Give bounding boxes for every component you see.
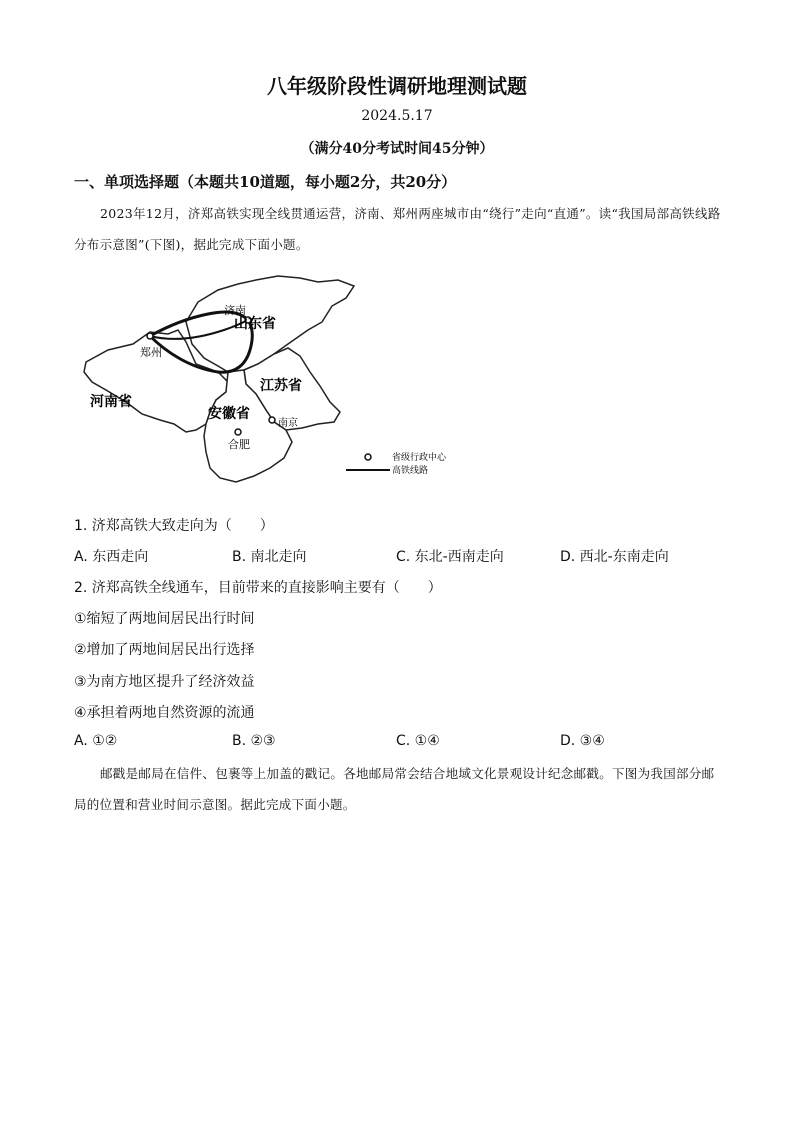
question-2-option-d: D. ③④ (560, 733, 605, 749)
hefei-label: 合肥 (228, 438, 250, 451)
zhengzhou-marker (147, 333, 153, 339)
legend-capital-icon (365, 454, 371, 460)
nanjing-label: 南京 (278, 418, 298, 429)
shandong-label: 山东省 (234, 316, 276, 332)
railway-map (78, 272, 458, 494)
question-2-stem: 2. 济郑高铁全线通车，目前带来的直接影响主要有（ ） (74, 580, 442, 596)
question-2-statement-1: ①缩短了两地间居民出行时间 (74, 611, 255, 627)
anhui-label: 安徽省 (208, 406, 250, 422)
question-2-statement-3: ③为南方地区提升了经济效益 (74, 674, 255, 690)
question-2-option-c: C. ①④ (396, 733, 440, 749)
question-1-option-b: B. 南北走向 (232, 549, 307, 565)
question-1-stem: 1. 济郑高铁大致走向为（ ） (74, 518, 274, 534)
legend-rail-label: 高铁线路 (392, 466, 429, 476)
jinan-label: 济南 (224, 304, 246, 317)
exam-title: 八年级阶段性调研地理测试题 (267, 74, 527, 98)
nanjing-marker (269, 417, 275, 423)
exam-date: 2024.5.17 (361, 108, 433, 124)
zhengzhou-label: 郑州 (140, 346, 162, 359)
section-2-intro: 邮戳是邮局在信件、包裹等上加盖的戳记。各地邮局常会结合地域文化景观设计纪念邮戳。下图为我国部分邮局的位置和营业时间示意图。据此完成下面小题。 (74, 766, 715, 812)
henan-label: 河南省 (90, 394, 132, 410)
question-1-option-a: A. 东西走向 (74, 549, 149, 565)
section-intro: 2023年12月，济郑高铁实现全线贯通运营，济南、郑州两座城市由“绕行”走向“直通”。读“我国局部高铁线路分布示意图”(下图)，据此完成下面小题。 (74, 206, 721, 252)
question-2-statement-4: ④承担着两地自然资源的流通 (74, 705, 255, 721)
hefei-marker (235, 429, 241, 435)
question-2-statement-2: ②增加了两地间居民出行选择 (74, 642, 255, 658)
question-2-option-a: A. ①② (74, 733, 118, 749)
jiangsu-label: 江苏省 (260, 378, 302, 394)
legend-capital-label: 省级行政中心 (392, 453, 447, 463)
exam-note: （满分40分考试时间45分钟） (300, 141, 494, 157)
question-2-option-b: B. ②③ (232, 733, 276, 749)
question-1-option-d: D. 西北-东南走向 (560, 549, 669, 565)
question-1-option-c: C. 东北-西南走向 (396, 549, 504, 565)
section-heading: 一、单项选择题（本题共10道题，每小题2分，共20分） (74, 173, 457, 191)
